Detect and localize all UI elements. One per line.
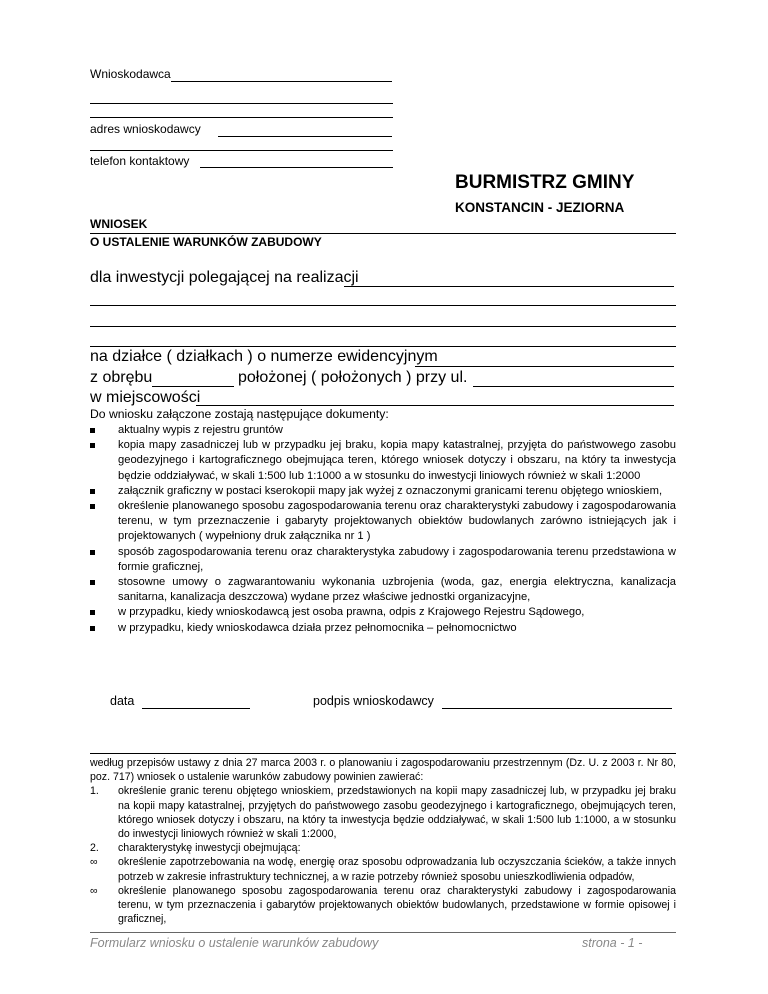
bullet-icon <box>90 626 95 631</box>
investment-field-4[interactable] <box>90 346 676 347</box>
attachment-item: stosowne umowy o zagwarantowaniu wykonania uzbrojenia (woda, gaz, energia elektryczna, kanalizacja sanitarna, kanalizacja deszczowa) wydane przez właściwe jednostki organizacyjne, <box>90 575 676 605</box>
attachment-item: aktualny wypis z rejestru gruntów <box>90 423 676 438</box>
phone-label: telefon kontaktowy <box>90 154 190 168</box>
legal-note-item: 2. charakterystykę inwestycji obejmującą: <box>90 842 301 855</box>
bullet-icon <box>90 443 95 448</box>
investment-field-3[interactable] <box>90 326 676 327</box>
precinct-field[interactable] <box>152 386 234 387</box>
legal-note <box>90 756 676 926</box>
address-field-2[interactable] <box>90 150 393 151</box>
legal-note-item: 1. określenie granic terenu objętego wnioskiem, przedstawionych na kopii mapy zasadniczej lub, w przypadku jej braku na kopii mapy katastralnej, przyjętych do państwowego zasobu geodezyjnego i kartograficznego, obejmujących teren, którego wniosek dotyczy i obszaru, na który ta inwestycja będzie oddziaływać, w skali 1:500 lub 1:1000, a w stosunku do inwestycji liniowych również w skali 1:2000, <box>90 785 676 841</box>
address-label: adres wnioskodawcy <box>90 122 201 136</box>
bullet-icon <box>90 550 95 555</box>
bullet-icon <box>90 580 95 585</box>
page-number: strona - 1 - <box>582 936 643 950</box>
investment-label: dla inwestycji polegającej na realizacji <box>90 269 359 286</box>
attachment-item: sposób zagospodarowania terenu oraz charakterystyka zabudowy i zagospodarowania terenu przedstawiona w formie graficznej, <box>90 545 676 575</box>
town-field[interactable] <box>196 405 674 406</box>
applicant-name-field[interactable] <box>171 81 392 82</box>
date-label: data <box>110 694 135 708</box>
signature-label: podpis wnioskodawcy <box>313 694 434 708</box>
applicant-label: Wnioskodawca <box>90 67 171 81</box>
attachments-list <box>90 423 676 636</box>
legal-note-item: ∞ określenie zapotrzebowania na wodę, energię oraz sposobu odprowadzania lub oczyszczania ścieków, a także innych potrzeb w zakresie infrastruktury technicznej, a w razie potrzeby również sposobu unieszkodliwienia odpadów, <box>90 856 676 883</box>
precinct-label: z obrębu <box>90 369 153 386</box>
attachment-item: kopia mapy zasadniczej lub w przypadku jej braku, kopia mapy katastralnej, przyjęta do państwowego zasobu geodezyjnego i kartograficznego obejmująca teren, którego wniosek dotyczy i obszaru, na który ta inwestycja będzie oddziaływać, w skali 1:500 lub 1:1000 a w stosunku do inwestycji liniowych również w skali 1:2000 <box>90 438 676 484</box>
attachment-item: w przypadku, kiedy wnioskodawca działa przez pełnomocnika – pełnomocnictwo <box>90 621 676 636</box>
addressee-subtitle: KONSTANCIN - JEZIORNA <box>455 200 625 215</box>
street-field[interactable] <box>473 386 674 387</box>
parcel-field[interactable] <box>415 366 674 367</box>
bullet-icon <box>90 504 95 509</box>
attachment-item: załącznik graficzny w postaci kserokopii mapy jak wyżej z oznaczonymi granicami terenu objętego wnioskiem, <box>90 484 676 499</box>
legal-note-item: ∞ określenie planowanego sposobu zagospodarowania terenu oraz charakterystyki zabudowy i zagospodarowania terenu, w tym przeznaczenia i gabarytów projektowanych obiektów budowlanych, przedstawione w formie opisowej i graficznej, <box>90 884 676 926</box>
heading-title: O USTALENIE WARUNKÓW ZABUDOWY <box>90 235 322 249</box>
footer-divider <box>90 932 676 933</box>
attachment-item: określenie planowanego sposobu zagospodarowania terenu oraz charakterystyki zabudowy i zagospodarowania terenu, w tym przeznaczenie i gabaryty projektowanych obiektów budowlanych zarówno istniejących jak i projektowanych ( wypełniony druk załącznika nr 1 ) <box>90 499 676 545</box>
investment-field-2[interactable] <box>90 305 676 306</box>
attachment-item: w przypadku, kiedy wnioskodawcą jest osoba prawna, odpis z Krajowego Rejestru Sądowego, <box>90 605 676 620</box>
bullet-icon <box>90 489 95 494</box>
town-label: w miejscowości <box>90 389 201 406</box>
date-field[interactable] <box>142 708 250 709</box>
attachments-intro: Do wniosku załączone zostają następujące dokumenty: <box>90 407 389 421</box>
investment-field-1[interactable] <box>344 286 674 287</box>
section-divider <box>90 753 676 754</box>
legal-note-intro: według przepisów ustawy z dnia 27 marca 2003 r. o planowaniu i zagospodarowaniu przestrzennym (Dz. U. z 2003 r. Nr 80, poz. 717) wniosek o ustalenie warunków zabudowy powinien zawierać: <box>90 757 676 784</box>
applicant-name-field-2[interactable] <box>90 103 393 104</box>
bullet-icon <box>90 428 95 433</box>
applicant-extra-field[interactable] <box>90 117 393 118</box>
heading-divider <box>90 233 676 234</box>
addressee-title: BURMISTRZ GMINY <box>455 172 635 193</box>
bullet-icon <box>90 610 95 615</box>
located-label: położonej ( położonych ) przy ul. <box>238 369 468 386</box>
signature-field[interactable] <box>442 708 672 709</box>
heading-wniosek: WNIOSEK <box>90 217 148 231</box>
footer-title: Formularz wniosku o ustalenie warunków zabudowy <box>90 936 379 950</box>
address-field[interactable] <box>218 136 392 137</box>
parcel-label: na działce ( działkach ) o numerze ewidencyjnym <box>90 348 438 365</box>
phone-field[interactable] <box>200 167 393 168</box>
